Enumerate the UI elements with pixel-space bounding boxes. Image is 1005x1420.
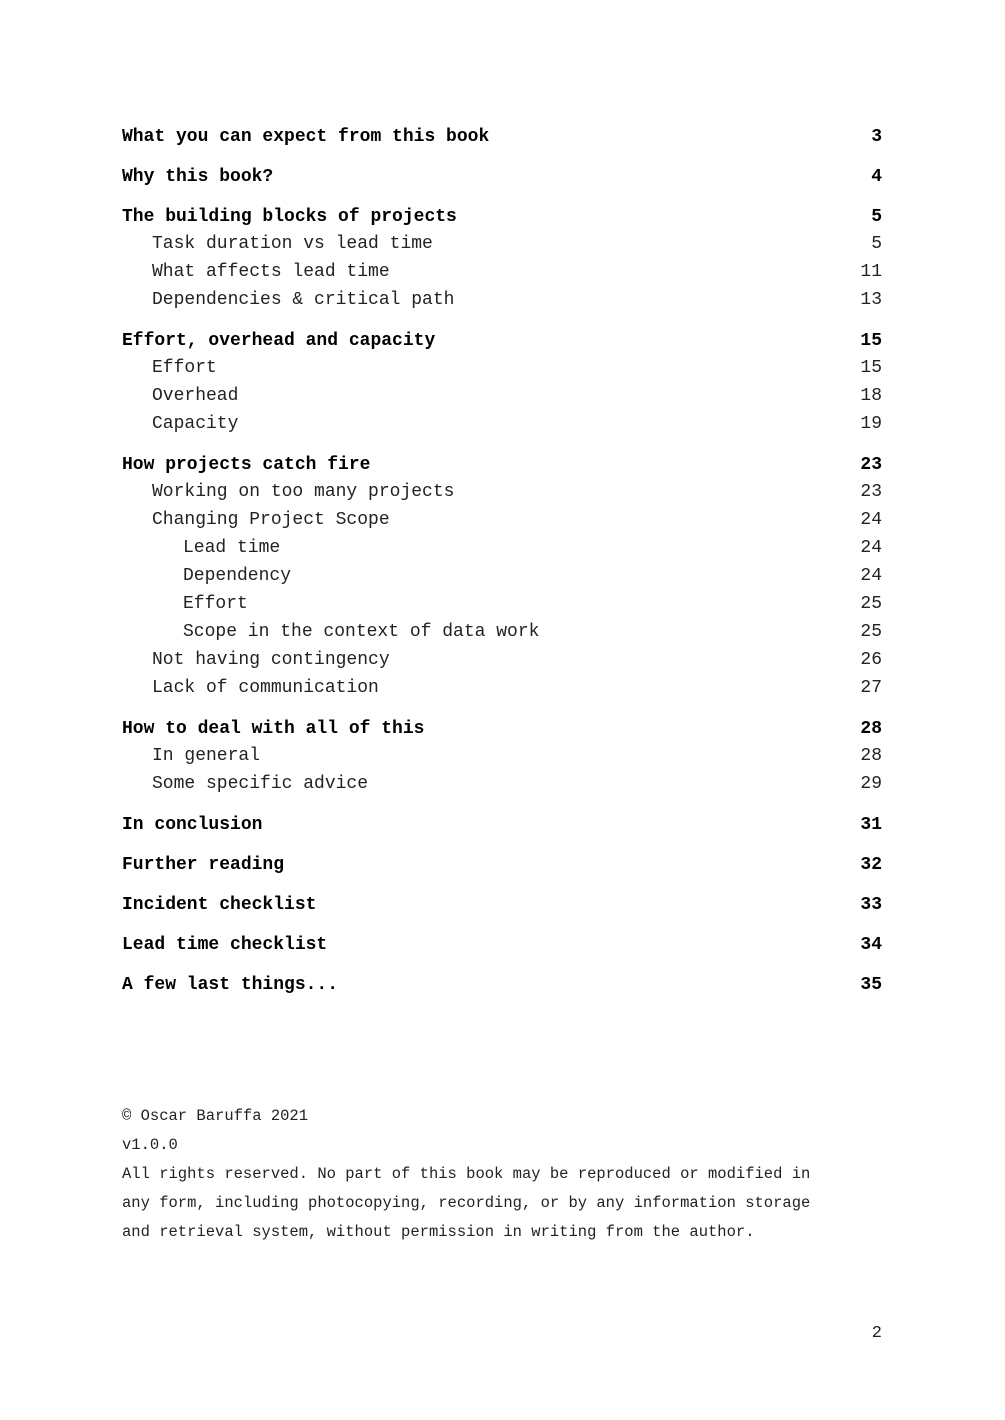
toc-entry-title: Dependencies & critical path bbox=[152, 290, 455, 310]
toc-entry[interactable] bbox=[122, 204, 882, 230]
version-line: v1.0.0 bbox=[122, 1136, 178, 1154]
toc-entry-title: Dependency bbox=[183, 566, 292, 586]
toc-entry-title: Capacity bbox=[152, 414, 239, 434]
toc-entry-title: Working on too many projects bbox=[152, 482, 455, 502]
toc-entry[interactable] bbox=[122, 742, 882, 770]
toc-entry-title: Why this book? bbox=[122, 167, 274, 187]
toc-entry[interactable] bbox=[122, 286, 882, 314]
toc-entry-page: 19 bbox=[860, 414, 882, 434]
toc-entry[interactable] bbox=[122, 590, 882, 618]
toc-entry-page: 11 bbox=[860, 262, 882, 282]
toc-entry[interactable] bbox=[122, 770, 882, 798]
toc-entry-title: Lack of communication bbox=[152, 678, 379, 698]
rights-line-1: All rights reserved. No part of this book may be reproduced or modified in bbox=[122, 1165, 811, 1183]
toc-entry-page: 28 bbox=[860, 719, 882, 739]
toc-entry[interactable] bbox=[122, 506, 882, 534]
toc-entry[interactable] bbox=[122, 716, 882, 742]
toc-entry-title: Changing Project Scope bbox=[152, 510, 390, 530]
copyright-block bbox=[122, 1102, 882, 1247]
toc-entry-page: 25 bbox=[860, 622, 882, 642]
toc-entry-page: 23 bbox=[860, 455, 882, 475]
toc-entry-page: 5 bbox=[871, 234, 882, 254]
toc-entry-page: 29 bbox=[860, 774, 882, 794]
toc-entry-page: 27 bbox=[860, 678, 882, 698]
toc-entry-title: How to deal with all of this bbox=[122, 719, 425, 739]
toc-entry-title: Further reading bbox=[122, 855, 285, 875]
toc-entry-title: Overhead bbox=[152, 386, 239, 406]
toc-entry[interactable] bbox=[122, 328, 882, 354]
toc-entry-page: 33 bbox=[860, 895, 882, 915]
toc-entry-title: The building blocks of projects bbox=[122, 207, 457, 227]
toc-entry[interactable] bbox=[122, 562, 882, 590]
toc-entry[interactable] bbox=[122, 674, 882, 702]
toc-entry-title: What you can expect from this book bbox=[122, 127, 490, 147]
toc-entry-page: 18 bbox=[860, 386, 882, 406]
toc-entry-page: 31 bbox=[860, 815, 882, 835]
toc-entry-title: Effort bbox=[152, 358, 217, 378]
toc-entry-title: Lead time checklist bbox=[122, 935, 328, 955]
toc-entry-page: 15 bbox=[860, 331, 882, 351]
toc-entry-title: A few last things... bbox=[122, 975, 339, 995]
toc-entry[interactable] bbox=[122, 478, 882, 506]
toc-entry-page: 5 bbox=[871, 207, 882, 227]
toc-entry[interactable] bbox=[122, 452, 882, 478]
toc-entry-title: How projects catch fire bbox=[122, 455, 371, 475]
toc-entry[interactable] bbox=[122, 164, 882, 190]
toc-entry-title: Not having contingency bbox=[152, 650, 390, 670]
toc-entry[interactable] bbox=[122, 852, 882, 878]
toc-entry[interactable] bbox=[122, 258, 882, 286]
toc-entry-page: 4 bbox=[871, 167, 882, 187]
toc-entry-page: 13 bbox=[860, 290, 882, 310]
toc-entry-page: 24 bbox=[860, 538, 882, 558]
toc-entry-title: What affects lead time bbox=[152, 262, 390, 282]
rights-line-3: and retrieval system, without permission in writing from the author. bbox=[122, 1223, 755, 1241]
toc-entry[interactable] bbox=[122, 230, 882, 258]
toc-entry-page: 24 bbox=[860, 566, 882, 586]
table-of-contents bbox=[122, 124, 882, 998]
toc-entry-title: Effort, overhead and capacity bbox=[122, 331, 436, 351]
toc-entry[interactable] bbox=[122, 354, 882, 382]
toc-entry[interactable] bbox=[122, 646, 882, 674]
toc-entry-title: In conclusion bbox=[122, 815, 263, 835]
toc-entry[interactable] bbox=[122, 812, 882, 838]
copyright-line: © Oscar Baruffa 2021 bbox=[122, 1107, 309, 1125]
toc-entry-page: 32 bbox=[860, 855, 882, 875]
toc-entry-title: Effort bbox=[183, 594, 248, 614]
toc-entry-title: Scope in the context of data work bbox=[183, 622, 540, 642]
toc-entry-page: 15 bbox=[860, 358, 882, 378]
toc-entry-title: In general bbox=[152, 746, 261, 766]
toc-entry-page: 26 bbox=[860, 650, 882, 670]
toc-entry-title: Incident checklist bbox=[122, 895, 317, 915]
page-number: 2 bbox=[871, 1324, 882, 1343]
toc-entry[interactable] bbox=[122, 932, 882, 958]
toc-entry[interactable] bbox=[122, 410, 882, 438]
toc-entry[interactable] bbox=[122, 382, 882, 410]
rights-line-2: any form, including photocopying, recording, or by any information storage bbox=[122, 1194, 811, 1212]
toc-entry[interactable] bbox=[122, 534, 882, 562]
toc-entry-page: 35 bbox=[860, 975, 882, 995]
toc-entry[interactable] bbox=[122, 618, 882, 646]
toc-entry[interactable] bbox=[122, 972, 882, 998]
toc-entry-title: Task duration vs lead time bbox=[152, 234, 433, 254]
toc-entry-page: 24 bbox=[860, 510, 882, 530]
toc-entry-page: 25 bbox=[860, 594, 882, 614]
toc-entry[interactable] bbox=[122, 124, 882, 150]
toc-entry-page: 28 bbox=[860, 746, 882, 766]
toc-entry-title: Some specific advice bbox=[152, 774, 369, 794]
toc-entry[interactable] bbox=[122, 892, 882, 918]
toc-entry-page: 3 bbox=[871, 127, 882, 147]
toc-entry-page: 23 bbox=[860, 482, 882, 502]
toc-entry-page: 34 bbox=[860, 935, 882, 955]
toc-entry-title: Lead time bbox=[183, 538, 281, 558]
